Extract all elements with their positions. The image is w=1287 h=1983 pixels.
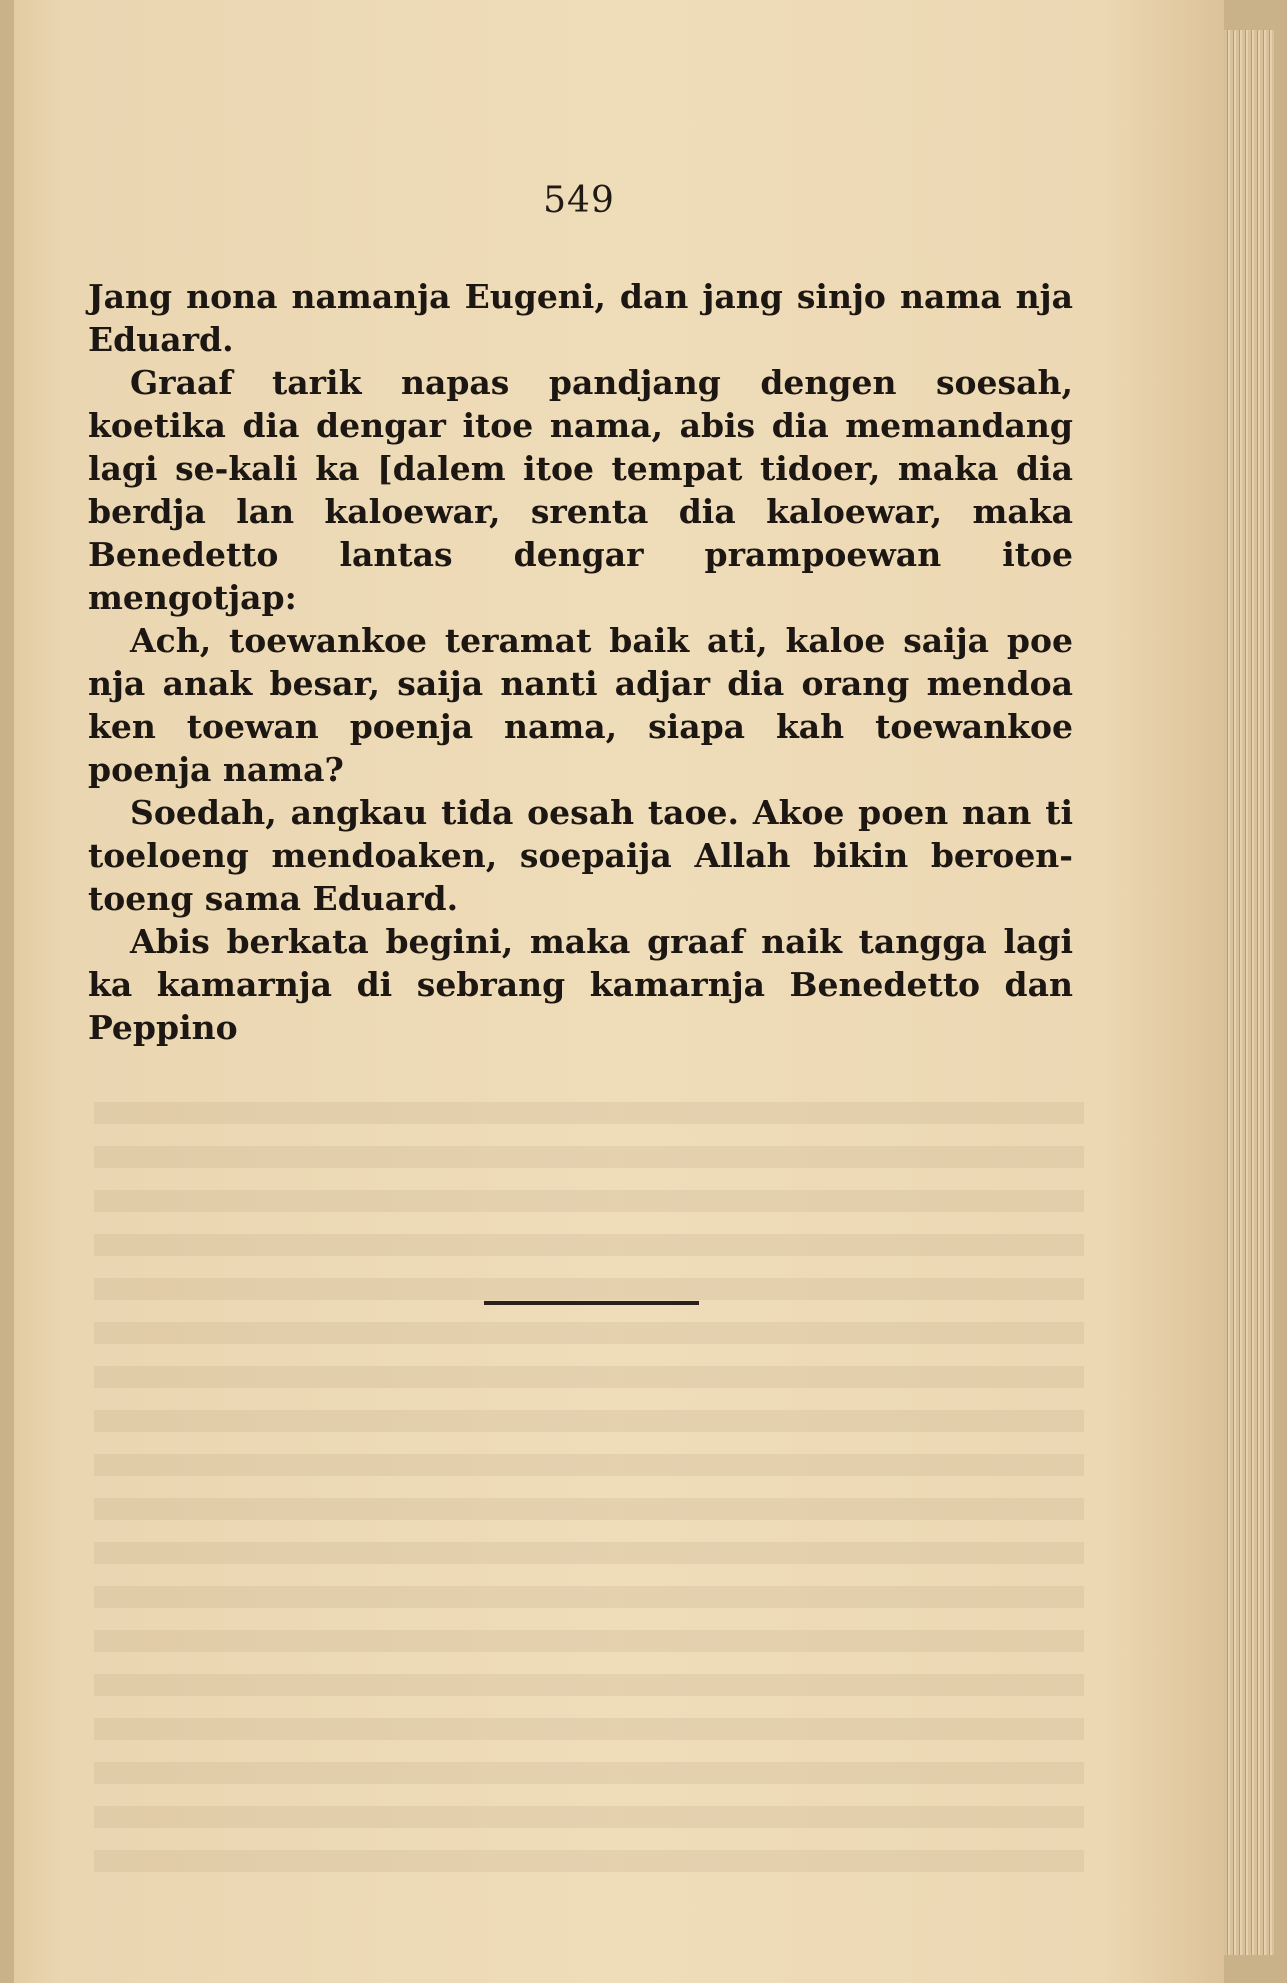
section-divider <box>484 1301 699 1305</box>
paragraph: Jang nona namanja Eugeni, dan jang sinjo nama nja Eduard. <box>88 277 1073 359</box>
paragraph: Soedah, angkau tida oesah taoe. Akoe poen nan ti toeloeng mendoaken, soepaija Allah bikin beroen-toeng sama Eduard. <box>88 793 1073 918</box>
body-text <box>88 275 1073 1049</box>
paragraph: Abis berkata begini, maka graaf naik tangga lagi ka kamarnja di sebrang kamarnja Benedetto dan Peppino <box>88 922 1073 1047</box>
paragraph: Graaf tarik napas pandjang dengen soesah, koetika dia dengar itoe nama, abis dia memandang lagi se-kali ka [dalem itoe tempat tidoer, maka dia berdja lan kaloewar, srenta dia kaloewar, maka Benedetto lantas dengar prampoewan itoe mengotjap: <box>88 363 1073 617</box>
book-page <box>14 0 1224 1983</box>
paragraph: Ach, toewankoe teramat baik ati, kaloe saija poe nja anak besar, saija nanti adjar dia orang mendoa ken toewan poenja nama, siapa kah toewankoe poenja nama? <box>88 621 1073 789</box>
page-edges <box>1224 30 1274 1955</box>
show-through-text <box>94 1080 1084 1880</box>
page-number: 549 <box>543 180 615 221</box>
